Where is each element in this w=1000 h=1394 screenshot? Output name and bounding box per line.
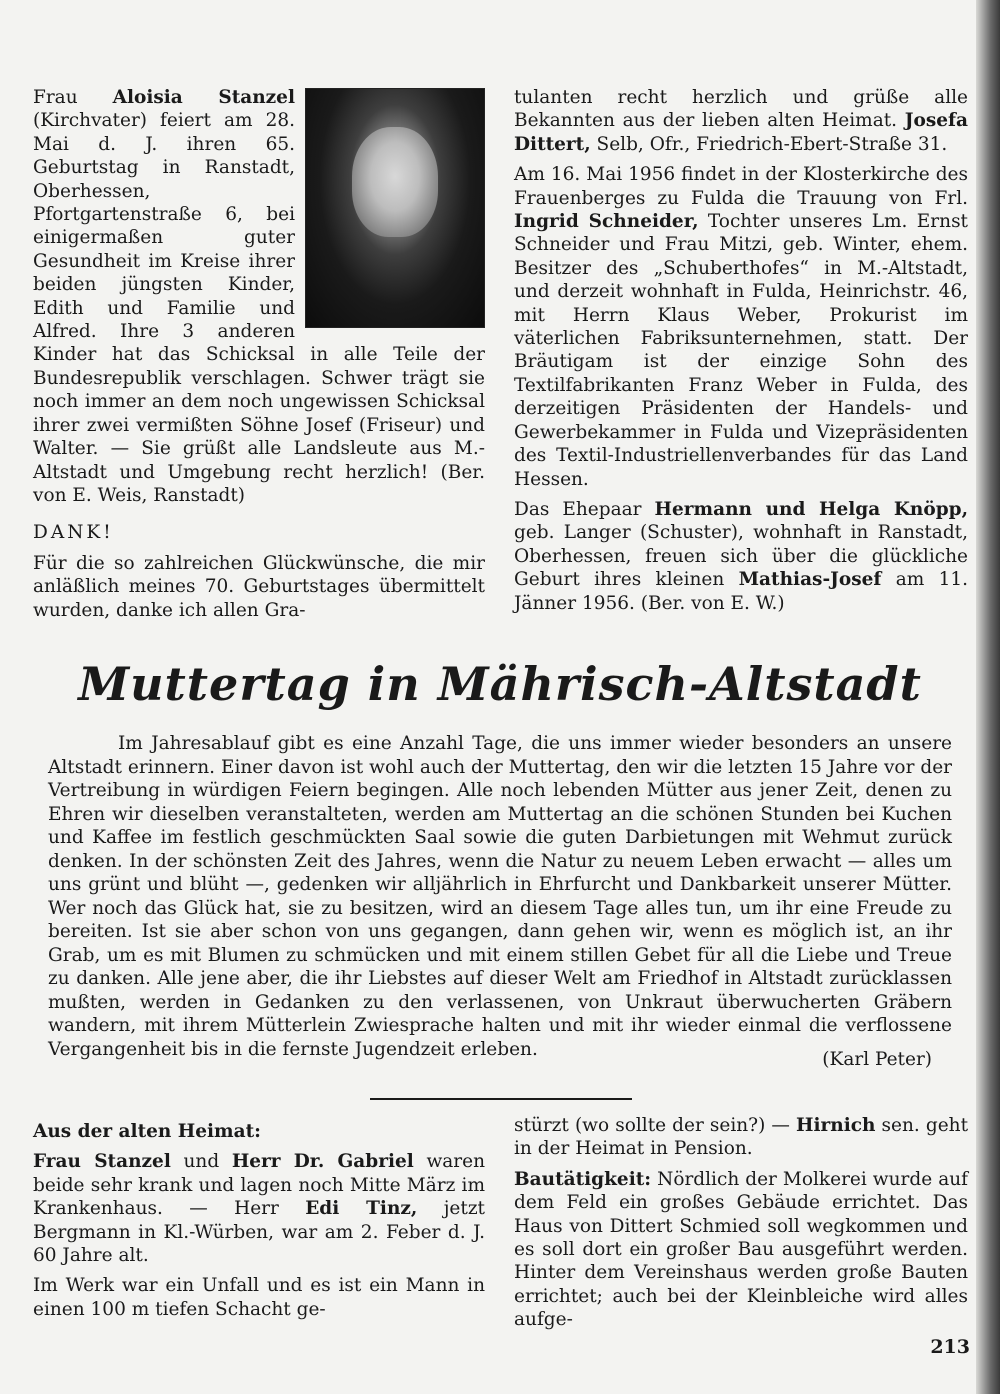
column-left-bottom [33, 1120, 485, 1328]
article-heading: Muttertag in Mährisch-Altstadt [78, 657, 922, 711]
article-body: Im Jahresablauf gibt es eine Anzahl Tage, die uns immer wieder besonders an unsere Altstadt erinnern. Einer davon ist wohl auch der Muttertag, den wir die letzten 15 Jahre vor der Vertreibung in würdigen Feiern begingen. Alle noch lebenden Mütter aus jener Zeit, denen zu Ehren wir dieselben veranstalteten, werden am Muttertag an die schönen Stunden bei Kuchen und Kaffee im festlich geschmückten Saal sowie die guten Darbietungen mit Wehmut zurück denken. In der schönsten Zeit des Jahres, wenn die Natur zu neuem Leben erwacht — alles um uns grünt und blüht —, gedenken wir alljährlich in Ehrfurcht und Dankbarkeit unserer Mütter. Wer noch das Glück hat, sie zu besitzen, wird an diesem Tage alles tun, um ihr eine Freude zu bereiten. Ist sie aber schon von uns gegangen, dann gehen wir, wenn es möglich ist, an ihr Grab, um es mit Blumen zu schmücken und mit einem stillen Gebet für all die Liebe und Treue zu danken. Alle jene aber, die ihr Liebstes auf dieser Welt am Friedhof in Altstadt zurücklassen mußten, werden in Gedanken zu den verlassenen, von Unkraut überwucherten Gräbern wandern, mit ihrem Mütterlein Zwiesprache halten und mit ihr wieder einmal die verflossene Vergangenheit bis in die fernste Jugendzeit erleben. [48, 733, 952, 1060]
wedding-notice: Am 16. Mai 1956 findet in der Klosterkirche des Frauenberges zu Fulda die Trauung von Frl. Ingrid Schneider, Tochter unseres Lm. Ernst Schneider und Frau Mitzi, geb. Winter, ehem. Besitzer des „Schuberthofes“ in M.-Altstadt, und derzeit wohnhaft in Fulda, Heinrichstr. 46, mit Herrn Klaus Weber, Prokurist im väterlichen Fabriksunternehmen, statt. Der Bräutigam ist der einzige Sohn des Textilfabrikanten Franz Weber in Fulda, des derzeitigen Präsidenten der Handels- und Gewerbekammer in Fulda und Vizepräsidenten des Textil-Industriellenverbandes für das Land Hessen. [514, 164, 968, 490]
column-left-top [33, 86, 485, 629]
section-heading: Aus der alten Heimat: [33, 1121, 261, 1142]
thanks-continuation: tulanten recht herzlich und grüße alle Bekannten aus der lieben alten Heimat. Josefa Dittert, Selb, Ofr., Friedrich-Ebert-Straße 31. [514, 87, 968, 155]
news-accident: Im Werk war ein Unfall und es ist ein Mann in einen 100 m tiefen Schacht ge- [33, 1275, 485, 1320]
thanks-notice: Für die so zahlreichen Glückwünsche, die mir anläßlich meines 70. Geburtstages übermittelt wurden, danke ich allen Gra- [33, 552, 485, 621]
column-right-top [514, 86, 968, 622]
column-right-bottom [514, 1114, 968, 1339]
portrait-photo [305, 88, 485, 328]
news-health: Frau Stanzel und Herr Dr. Gabriel waren beide sehr krank und lagen noch Mitte März im Krankenhaus. — Herr Edi Tinz, jetzt Bergmann in Kl.-Würben, war am 2. Feber d. J. 60 Jahre alt. [33, 1151, 486, 1267]
birthday-notice: Frau Aloisia Stanzel (Kirchvater) feiert am 28. Mai d. J. ihren 65. Geburtstag in Ranstadt, Oberhessen, Pfortgartenstraße 6, bei einigermaßen guter Gesundheit im Kreise ihrer beiden jüngsten Kinder, Edith und Familie und Alfred. Ihre 3 anderen Kinder hat das Schicksal in alle Teile der Bundesrepublik verschlagen. Schwer trägt sie noch immer an dem noch ungewissen Schicksal ihrer zwei vermißten Söhne Josef (Friseur) und Walter. — Sie grüßt alle Landsleute aus M.-Altstadt und Umgebung recht herzlich! (Ber. von E. Weis, Ranstadt) [33, 87, 485, 506]
section-divider [370, 1098, 632, 1100]
page-number: 213 [930, 1336, 970, 1358]
news-pension: stürzt (wo sollte der sein?) — Hirnich sen. geht in der Heimat in Pension. [514, 1115, 969, 1160]
article-signature: (Karl Peter) [822, 1049, 932, 1070]
news-construction: Bautätigkeit: Nördlich der Molkerei wurde auf dem Feld ein großes Gebäude errichtet. Das Haus von Dittert Schmied soll wegkommen und es soll dort ein großer Bau ausgeführt werden. Hinter dem Vereinshaus werden große Bauten errichtet; auch bei der Kleinbleiche wird alles aufge- [514, 1168, 968, 1331]
dank-heading: DANK! [33, 522, 114, 544]
birth-notice: Das Ehepaar Hermann und Helga Knöpp, geb. Langer (Schuster), wohnhaft in Ranstadt, Oberhessen, freuen sich über die glückliche Geburt ihres kleinen Mathias-Josef am 11. Jänner 1956. (Ber. von E. W.) [514, 498, 969, 614]
portrait-face [352, 127, 438, 237]
